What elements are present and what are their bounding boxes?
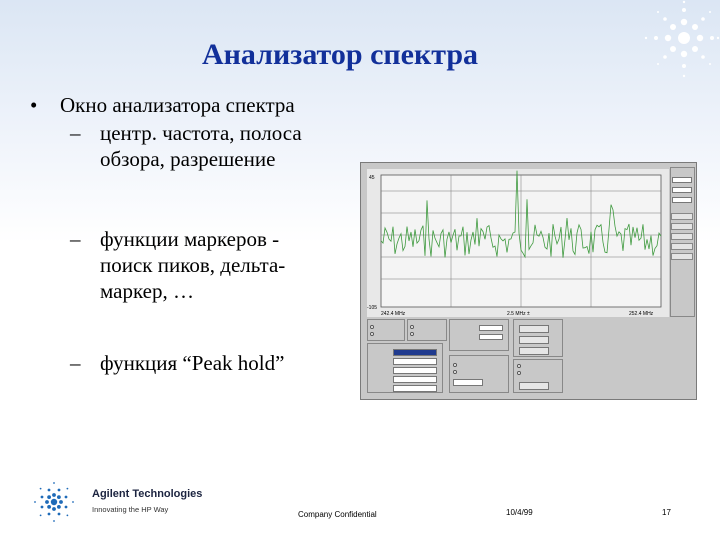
slide-date: 10/4/99 [506,508,533,517]
sub-bullet-item [60,120,360,172]
marker-ampl-field[interactable] [672,187,692,193]
span-field[interactable] [393,358,437,365]
stop-button[interactable] [519,336,549,344]
slide-title: Анализатор спектра [201,38,479,71]
cycle-button[interactable] [519,347,549,355]
marker-controls [669,165,696,319]
confidential-label: Company Confidential [298,510,377,519]
units-group [367,319,405,341]
bullet-list [30,92,360,376]
marker-button[interactable] [671,223,693,230]
start-button[interactable] [519,325,549,333]
sub-bullet-line: обзора, разрешение [100,147,276,171]
sub-bullet-line: функция “Peak hold” [100,351,285,375]
sub-bullet-marker: – [70,121,81,145]
sub-bullet-line: центр. частота, полоса [100,121,302,145]
sub-bullet-item [60,226,360,304]
fft-length-field[interactable] [479,325,503,331]
sub-bullet-marker: – [70,227,81,251]
marker-freq-field[interactable] [672,177,692,183]
trace-mode-group [449,355,509,393]
page-number: 17 [662,508,671,517]
trace-mode-radio[interactable] [453,363,457,367]
start-freq-field[interactable] [393,376,437,383]
window-field[interactable] [453,379,483,386]
center-freq-field[interactable] [393,349,437,356]
marker-button[interactable] [671,233,693,240]
marker-button[interactable] [671,243,693,250]
spectrum-analyzer-screenshot [360,162,697,400]
scale-group [407,319,447,341]
y-bottom-label: -105 [367,305,378,311]
company-name: Agilent Technologies [92,488,203,500]
company-tagline: Innovating the HP Way [92,505,169,514]
averaging-field[interactable] [479,334,503,340]
analyzer-settings [367,319,692,395]
scale-radio[interactable] [410,325,414,329]
bullet-marker: • [30,93,38,117]
window-radio[interactable] [517,371,521,375]
agilent-logo-icon [30,478,78,526]
sub-bullet-marker: – [70,351,81,375]
marker-delta-field[interactable] [672,197,692,203]
scale-radio[interactable] [410,332,414,336]
units-radio[interactable] [370,325,374,329]
marker-button[interactable] [671,253,693,260]
rbw-field[interactable] [393,367,437,374]
sub-bullet-line: поиск пиков, дельта- [100,253,286,277]
marker-button[interactable] [671,213,693,220]
stop-freq-field[interactable] [393,385,437,392]
x-end-label: 252.4 MHz [629,311,654,317]
bullet-text: Окно анализатора спектра [60,93,295,117]
sub-bullet-line: функции маркеров - [100,227,280,251]
units-radio[interactable] [370,332,374,336]
sub-bullet-line: маркер, … [100,279,194,303]
bullet-item [30,92,360,118]
sub-bullet-item [60,350,360,376]
spectrum-plot [367,169,669,317]
trace-mode-radio[interactable] [453,370,457,374]
y-top-label: 45 [369,175,375,181]
window-radio[interactable] [517,364,521,368]
close-button[interactable] [519,382,549,390]
x-start-label: 242.4 MHz [381,311,406,317]
x-center-label: 2.5 MHz ± [507,311,530,317]
